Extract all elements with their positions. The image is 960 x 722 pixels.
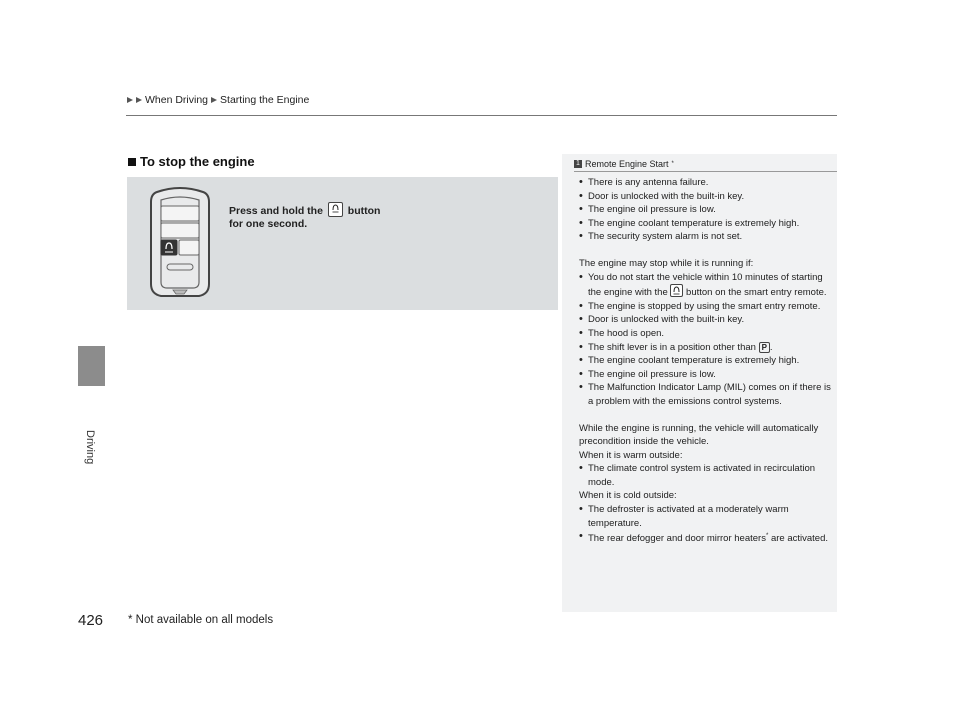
sidebar-title	[574, 159, 674, 169]
paragraph: While the engine is running, the vehicle will automatically precondition inside the vehicle.	[579, 422, 819, 448]
list-item: • The engine coolant temperature is extremely high.	[579, 217, 834, 231]
breadcrumb-arrow-icon	[127, 97, 133, 103]
list-item	[579, 530, 834, 546]
chapter-tab	[78, 346, 105, 386]
footnote-star: *	[765, 533, 769, 540]
list-item	[579, 341, 834, 355]
list-item: • The engine coolant temperature is extremely high.	[579, 354, 834, 368]
engine-start-button-icon	[328, 202, 343, 217]
breadcrumb-arrow-icon	[136, 97, 142, 103]
paragraph: The engine may stop while it is running if:	[579, 258, 754, 270]
engine-start-button-icon	[670, 284, 683, 297]
list-item-text: The rear defogger and door mirror heaters	[588, 533, 766, 545]
breadcrumb	[127, 94, 309, 106]
caption-text: for one second.	[229, 218, 308, 230]
list-item: • The engine oil pressure is low.	[579, 203, 834, 217]
header-rule	[126, 115, 837, 116]
list-item	[579, 271, 834, 300]
smart-key-fob-icon	[149, 186, 211, 302]
remote-engine-start-sidebar	[562, 154, 837, 612]
paragraph: When it is warm outside:	[579, 449, 683, 461]
page-number: 426	[78, 612, 104, 629]
sidebar-rule	[574, 171, 837, 172]
list-item-text: are activated.	[770, 533, 828, 545]
list-item: • The engine oil pressure is low.	[579, 368, 834, 382]
list-item: • There is any antenna failure.	[579, 176, 834, 190]
sidebar-body	[579, 176, 834, 546]
list-item: • The security system alarm is not set.	[579, 230, 834, 244]
park-position-icon: P	[759, 342, 770, 353]
section-heading	[128, 154, 255, 169]
list-item: • The defroster is activated at a moderately warm temperature.	[579, 503, 834, 530]
breadcrumb-level1[interactable]: When Driving	[145, 94, 209, 106]
list-item: • Door is unlocked with the built-in key.	[579, 313, 834, 327]
footnote: * Not available on all models	[128, 614, 274, 626]
sidebar-title-text[interactable]: Remote Engine Start	[585, 159, 669, 169]
caption-text: Press and hold the	[229, 205, 323, 217]
section-title: To stop the engine	[140, 154, 255, 169]
chapter-label: Driving	[84, 430, 96, 465]
paragraph: When it is cold outside:	[579, 490, 677, 502]
breadcrumb-arrow-icon	[211, 97, 217, 103]
list-item: • The climate control system is activated in recirculation mode.	[579, 462, 834, 489]
caption-text: button	[347, 205, 381, 217]
list-item: • The hood is open.	[579, 327, 834, 341]
list-item: • Door is unlocked with the built-in key.	[579, 190, 834, 204]
list-item-text: You do not start the vehicle within 10 minutes of starting the engine with the	[588, 271, 823, 299]
illustration-panel	[127, 177, 558, 310]
footnote-star: *	[671, 161, 674, 167]
list-item: • The Malfunction Indicator Lamp (MIL) comes on if there is a problem with the emissions control systems.	[579, 381, 834, 408]
illustration-caption	[229, 202, 380, 231]
list-item-text: The shift lever is in a position other than	[588, 341, 756, 353]
list-item: • The engine is stopped by using the smart entry remote.	[579, 300, 834, 314]
sidebar-number: 1	[574, 160, 582, 168]
list-item-text: .	[769, 341, 773, 353]
list-item-text: button on the smart entry remote.	[686, 287, 827, 299]
square-bullet-icon	[128, 158, 136, 166]
breadcrumb-level2[interactable]: Starting the Engine	[220, 94, 310, 106]
